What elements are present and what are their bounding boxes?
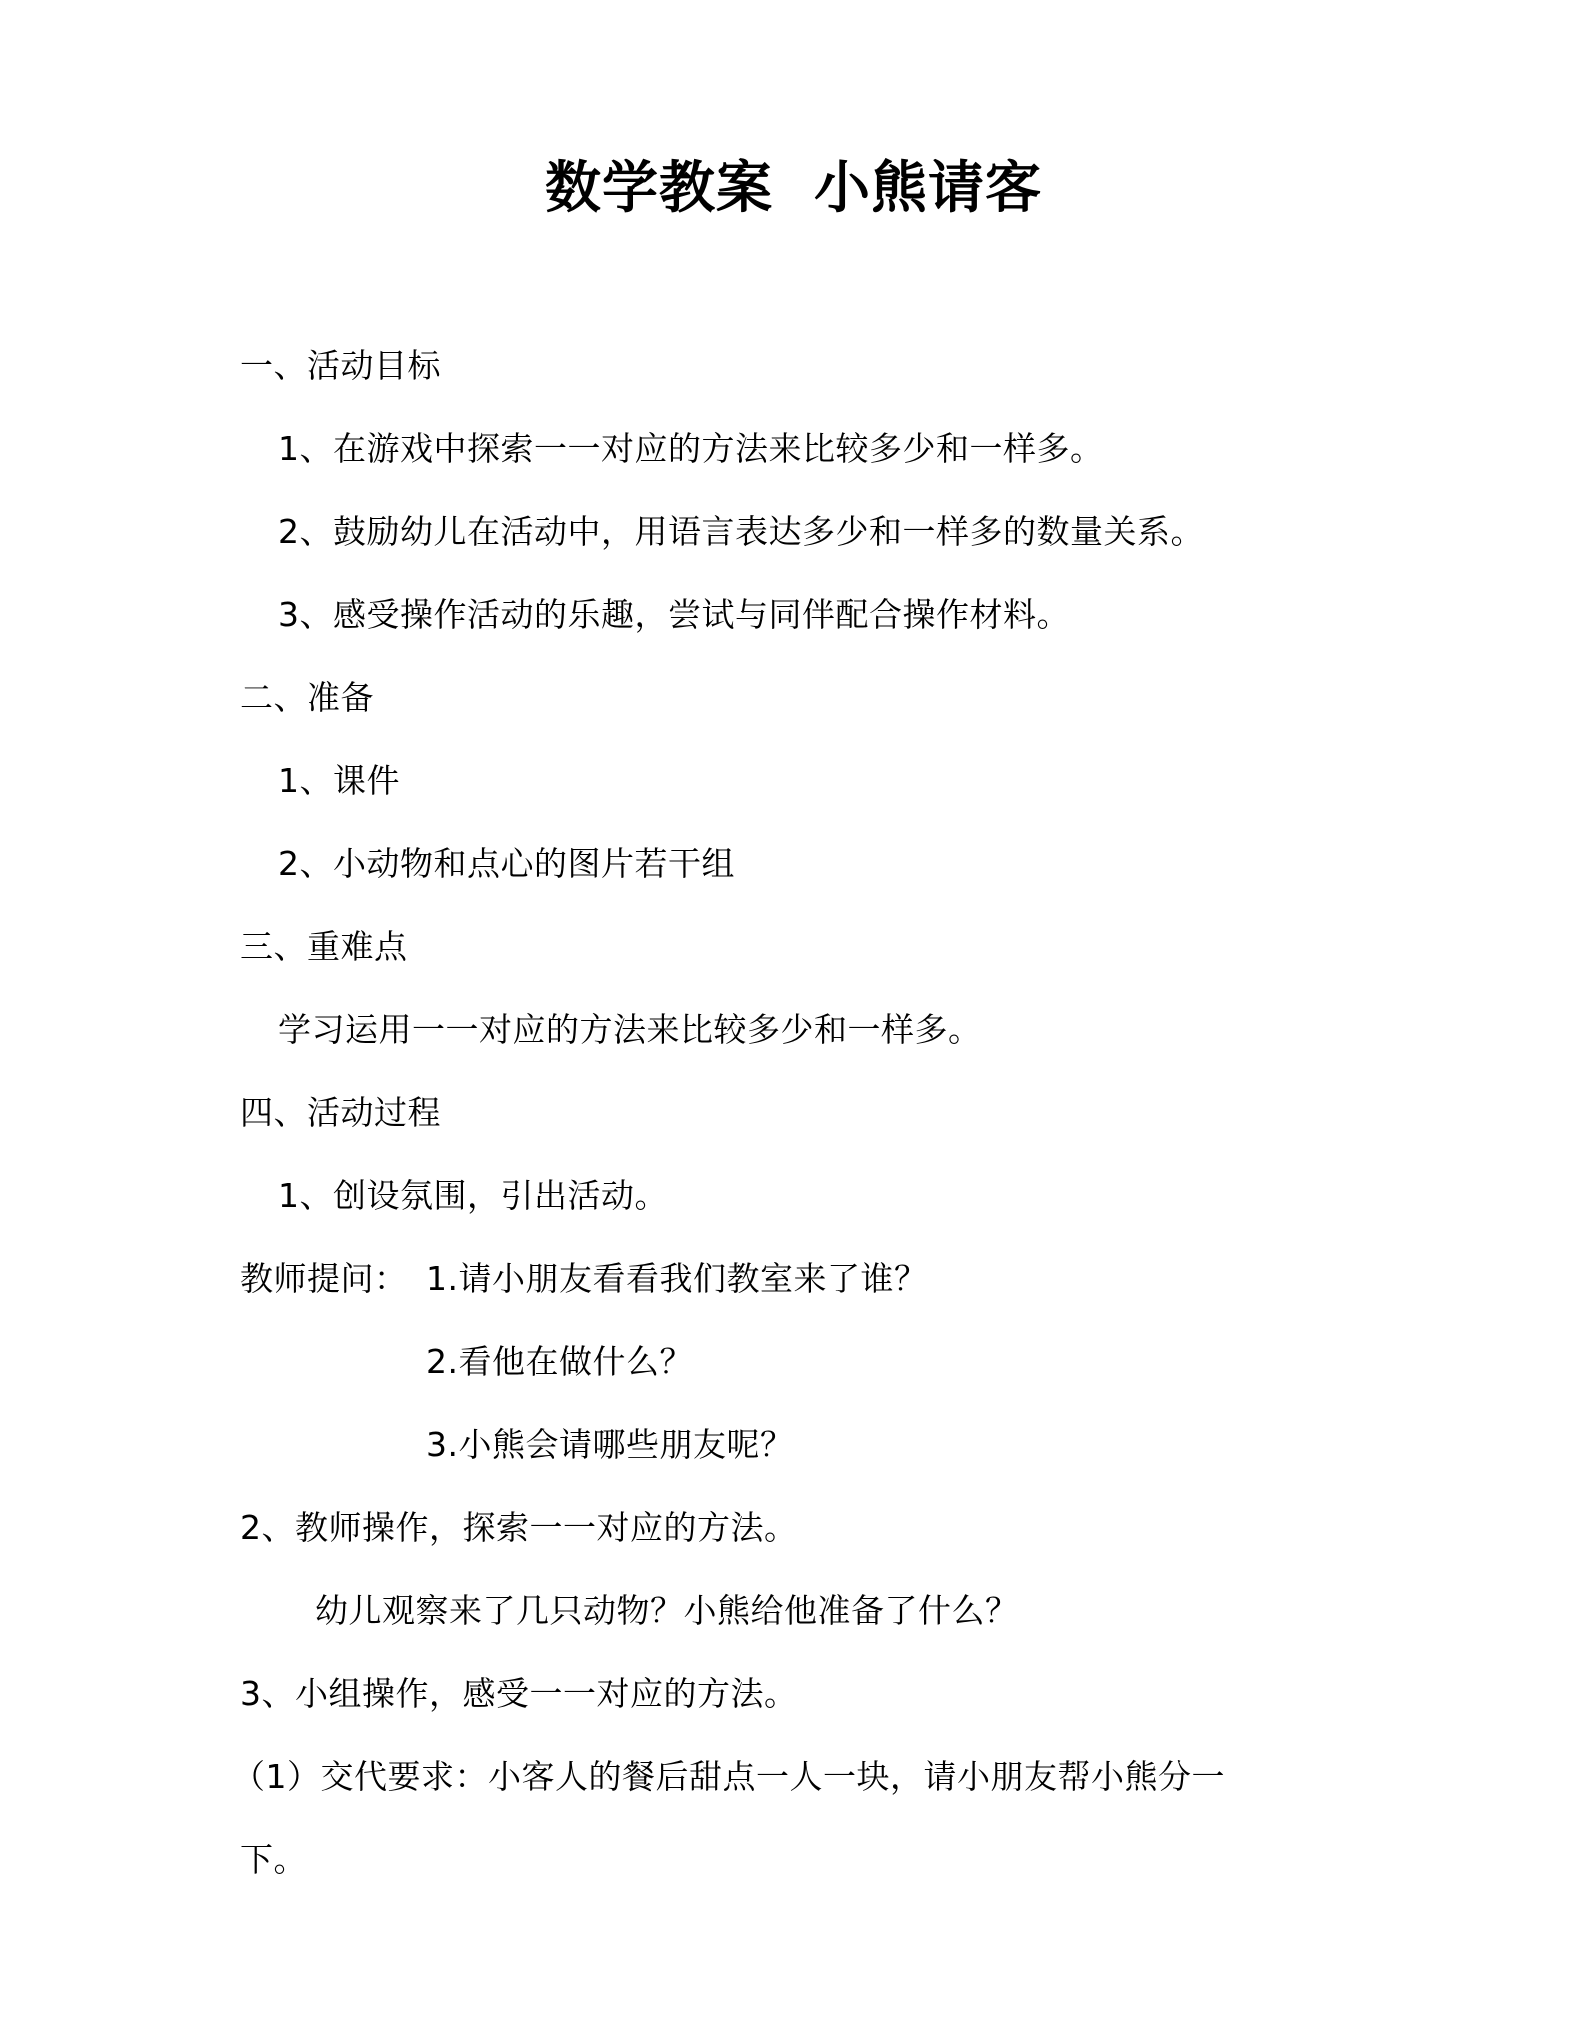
process-step-detail: 幼儿观察来了几只动物？小熊给他准备了什么？ [315, 1591, 1019, 1630]
preparation-item: 1、课件 [278, 761, 400, 800]
teacher-question: 2.看他在做什么？ [426, 1342, 693, 1381]
teacher-question: 3.小熊会请哪些朋友呢？ [426, 1425, 794, 1464]
section-heading-process: 四、活动过程 [240, 1093, 441, 1132]
process-step-heading: 3、小组操作，感受一一对应的方法。 [240, 1674, 798, 1713]
process-step: 1、创设氛围，引出活动。 [278, 1176, 668, 1215]
section-heading-preparation: 二、准备 [240, 678, 374, 717]
process-step-detail-continued: 下。 [240, 1840, 307, 1879]
section-heading-key-points: 三、重难点 [240, 927, 408, 966]
objective-item: 3、感受操作活动的乐趣，尝试与同伴配合操作材料。 [278, 595, 1070, 634]
teacher-question: 1.请小朋友看看我们教室来了谁？ [426, 1259, 928, 1298]
process-step-heading: 2、教师操作，探索一一对应的方法。 [240, 1508, 798, 1547]
objective-item: 1、在游戏中探索一一对应的方法来比较多少和一样多。 [278, 429, 1104, 468]
teacher-questions-label: 教师提问： [240, 1259, 408, 1298]
section-heading-objectives: 一、活动目标 [240, 346, 441, 385]
preparation-item: 2、小动物和点心的图片若干组 [278, 844, 735, 883]
key-point-text: 学习运用一一对应的方法来比较多少和一样多。 [278, 1010, 982, 1049]
process-step-detail: （1）交代要求：小客人的餐后甜点一人一块，请小朋友帮小熊分一 [232, 1757, 1225, 1796]
objective-item: 2、鼓励幼儿在活动中，用语言表达多少和一样多的数量关系。 [278, 512, 1204, 551]
page-title: 数学教案 小熊请客 [545, 155, 1042, 221]
